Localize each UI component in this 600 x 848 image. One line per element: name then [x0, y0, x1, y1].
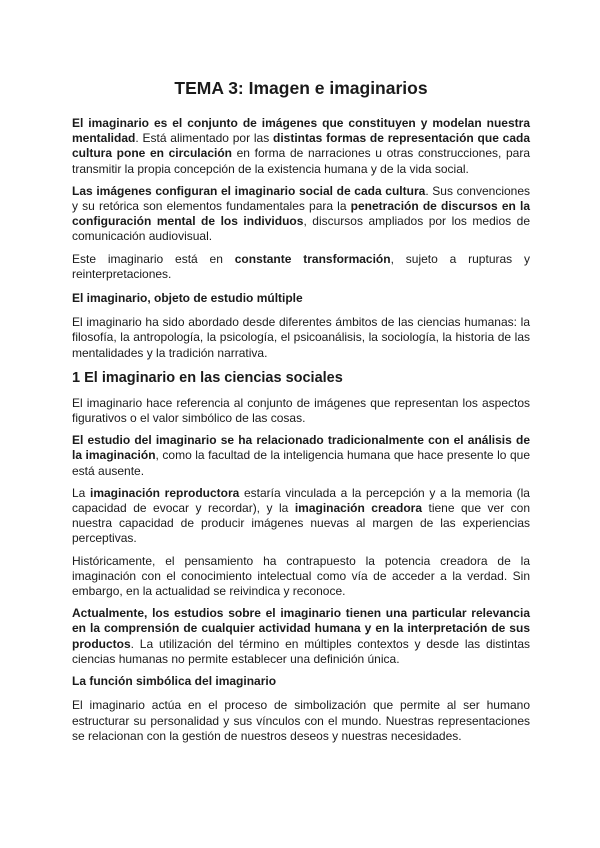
paragraph-approaches: El imaginario ha sido abordado desde diferentes ámbitos de las ciencias humanas: la filosofía, la antropología, la psicología, el psicoanálisis, la sociología, la historia de las mentalidades y la tradición narrativa.: [72, 315, 530, 360]
text: tiene que ver con nuestra capacidad de producir imágenes nuevas al margen de las experiencias perceptivas.: [72, 501, 531, 546]
bold-text: El estudio del imaginario se ha relacionado tradicionalmente con el análisis de la imaginación: [72, 433, 530, 463]
section-heading: 1 El imaginario en las ciencias sociales: [72, 369, 343, 386]
text: . Sus convenciones y su retórica son elementos fundamentales para la: [72, 183, 531, 214]
paragraph-reference: El imaginario hace referencia al conjunto de imágenes que representan los aspectos figurativos o el valor simbólico de las cosas.: [72, 395, 530, 426]
text: . Está alimentado por las: [135, 131, 274, 146]
text: estaría vinculada a la percepción y a la memoria (la capacidad de evocar y recordar), y la: [72, 485, 530, 516]
paragraph-study: [72, 433, 530, 479]
bold-text: imaginación reproductora: [90, 485, 240, 500]
text: . La utilización del término en múltiples contextos y desde las distintas ciencias humanas no permite establecer una definición única.: [72, 636, 530, 666]
bold-text: distintas formas de representación que cada cultura pone en circulación: [72, 131, 531, 161]
paragraph-images: [72, 184, 530, 245]
text: Este imaginario está en: [72, 251, 235, 266]
subheading-symbolic-function: La función simbólica del imaginario: [72, 674, 277, 689]
bold-text: Las imágenes configuran el imaginario social de cada cultura: [72, 183, 426, 198]
paragraph-imagination-types: [72, 486, 530, 547]
document-page: [72, 78, 530, 751]
bold-text: penetración de discursos en la configuración mental de los individuos: [72, 199, 530, 229]
subheading-object-of-study: El imaginario, objeto de estudio múltiple: [72, 291, 303, 306]
text: , sujeto a rupturas y reinterpretaciones.: [72, 251, 530, 281]
text: , discursos ampliados por los medios de comunicación audiovisual.: [72, 214, 530, 244]
paragraph-transformation: [72, 252, 530, 282]
bold-text: constante transformación: [234, 251, 391, 266]
text: en forma de narraciones u otras construcciones, para transmitir la propia concepción de la existencia humana y de la vida social.: [72, 146, 530, 176]
document-title: TEMA 3: Imagen e imaginarios: [174, 78, 428, 98]
bold-text: imaginación creadora: [294, 501, 423, 516]
paragraph-symbolization: El imaginario actúa en el proceso de simbolización que permite al ser humano estructurar su personalidad y sus vínculos con el mundo. Nuestras representaciones se relacionan con la gestión de nuestros deseos y nuestras necesidades.: [72, 698, 530, 743]
text: La: [72, 485, 90, 500]
bold-text: Actualmente, los estudios sobre el imaginario tienen una particular relevancia en la comprensión de cualquier actividad humana y en la interpretación de sus productos: [72, 606, 530, 651]
paragraph-currently: [72, 606, 530, 667]
text: , como la facultad de la inteligencia humana que hace presente lo que está ausente.: [72, 448, 530, 478]
bold-text: El imaginario es el conjunto de imágenes que constituyen y modelan nuestra mentalidad: [72, 116, 530, 146]
paragraph-definition: [72, 116, 530, 177]
paragraph-historically: Históricamente, el pensamiento ha contrapuesto la potencia creadora de la imaginación con el conocimiento intelectual como vía de acceder a la verdad. Sin embargo, en la actualidad se reivindica y reconoce.: [72, 553, 530, 599]
